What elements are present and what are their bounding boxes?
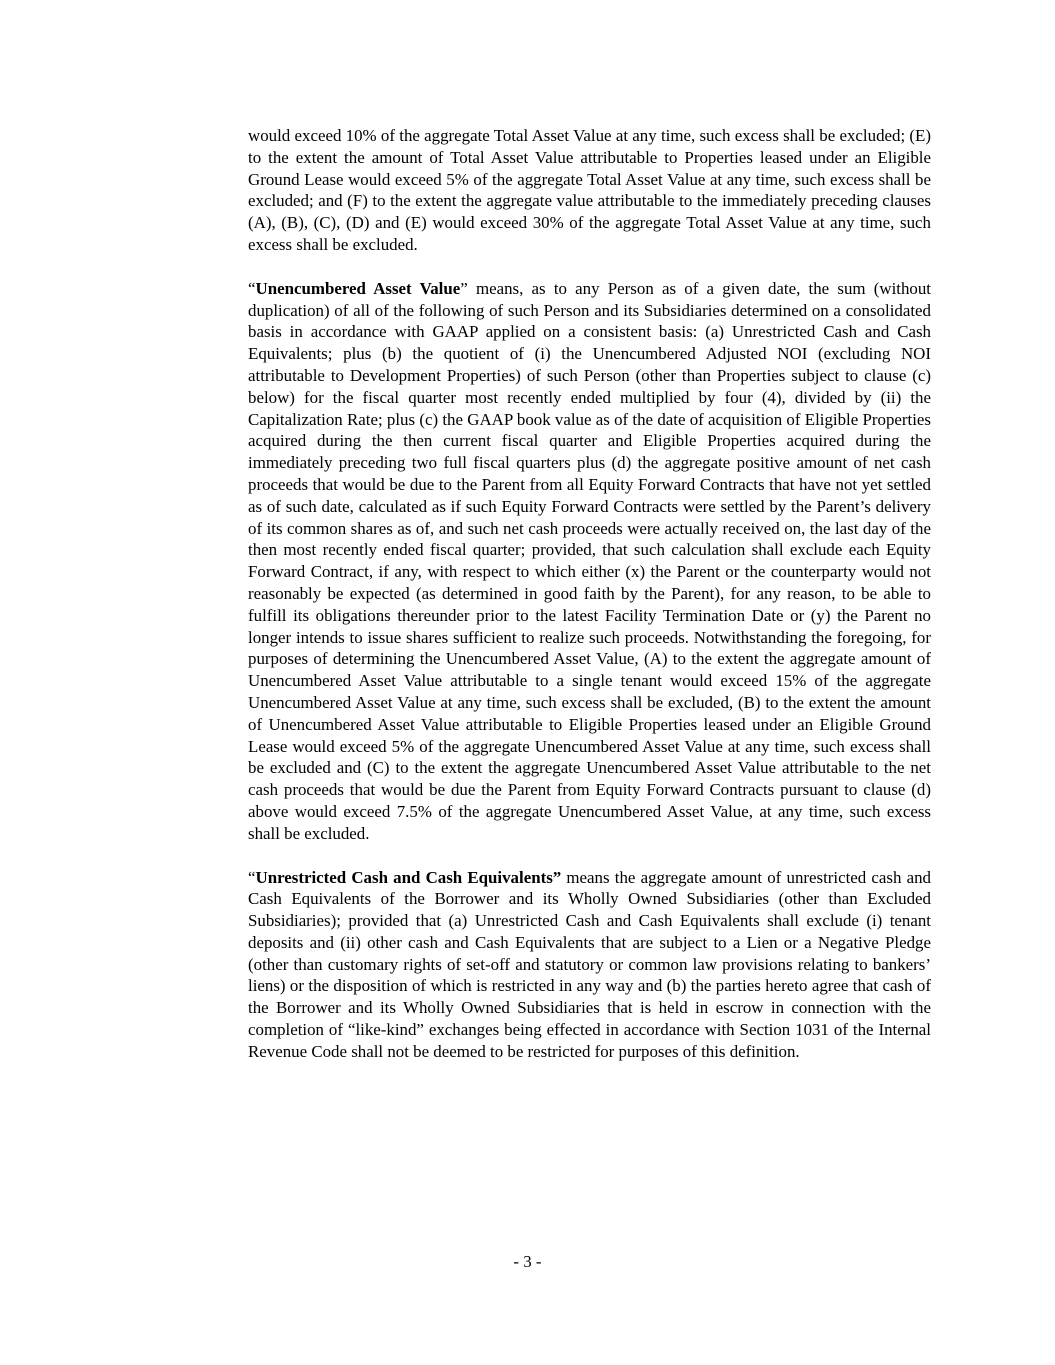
document-body <box>248 125 931 1063</box>
paragraph-text: would exceed 10% of the aggregate Total Asset Value at any time, such excess shall be excluded; (E) to the extent the amount of Total Asset Value attributable to Properties leased under an Eligible Ground Lease would exceed 5% of the aggregate Total Asset Value at any time, such excess shall be excluded; and (F) to the extent the aggregate value attributable to the immediately preceding clauses (A), (B), (C), (D) and (E) would exceed 30% of the aggregate Total Asset Value at any time, such excess shall be excluded. <box>248 126 931 254</box>
close-quote: ” <box>460 278 468 298</box>
page-number: - 3 - <box>513 1252 542 1271</box>
definition-text: means, as to any Person as of a given date, the sum (without duplication) of all of the following of such Person and its Subsidiaries determined on a consolidated basis in accordance with GAAP applied on a consistent basis: (a) Unrestricted Cash and Cash Equivalents; plus (b) the quotient of (i) the Unencumbered Adjusted NOI (excluding NOI attributable to Development Properties) of such Person (other than Properties subject to clause (c) below) for the fiscal quarter most recently ended multiplied by four (4), divided by (ii) the Capitalization Rate; plus (c) the GAAP book value as of the date of acquisition of Eligible Properties acquired during the then current fiscal quarter and Eligible Properties acquired during the immediately preceding two full fiscal quarters plus (d) the aggregate positive amount of net cash proceeds that would be due to the Parent from all Equity Forward Contracts that have not yet settled as of such date, calculated as if such Equity Forward Contracts were settled by the Parent’s delivery of its common shares as of, and such net cash proceeds were actually received on, the last day of the then most recently ended fiscal quarter; provided, that such calculation shall exclude each Equity Forward Contract, if any, with respect to which either (x) the Parent or the counterparty would not reasonably be expected (as determined in good faith by the Parent), for any reason, to be able to fulfill its obligations thereunder prior to the latest Facility Termination Date or (y) the Parent no longer intends to issue shares sufficient to realize such proceeds. Notwithstanding the foregoing, for purposes of determining the Unencumbered Asset Value, (A) to the extent the aggregate amount of Unencumbered Asset Value attributable to a single tenant would exceed 15% of the aggregate Unencumbered Asset Value at any time, such excess shall be excluded, (B) to the extent the amount of Unencumbered Asset Value attributable to Eligible Properties leased under an Eligible Ground Lease would exceed 5% of the aggregate Unencumbered Asset Value at any time, such excess shall be excluded and (C) to the extent the aggregate Unencumbered Asset Value attributable to the net cash proceeds that would be due the Parent from Equity Forward Contracts pursuant to clause (d) above would exceed 7.5% of the aggregate Unencumbered Asset Value, at any time, such excess shall be excluded. <box>248 278 932 843</box>
paragraph-continuation <box>248 125 931 256</box>
definition-text: means the aggregate amount of unrestricted cash and Cash Equivalents of the Borrower and its Wholly Owned Subsidiaries (other than Excluded Subsidiaries); provided that (a) Unrestricted Cash and Cash Equivalents shall exclude (i) tenant deposits and (ii) other cash and Cash Equivalents that are subject to a Lien or a Negative Pledge (other than customary rights of set-off and statutory or common law provisions relating to bankers’ liens) or the disposition of which is restricted in any way and (b) the parties hereto agree that cash of the Borrower and its Wholly Owned Subsidiaries that is held in escrow in connection with the completion of “like-kind” exchanges being effected in accordance with Section 1031 of the Internal Revenue Code shall not be deemed to be restricted for purposes of this definition. <box>248 867 931 1061</box>
defined-term: Unencumbered Asset Value <box>255 278 461 298</box>
definition-unrestricted-cash <box>248 867 931 1063</box>
definition-unencumbered-asset-value <box>248 278 931 845</box>
defined-term: Unrestricted Cash and Cash Equivalents” <box>255 867 562 887</box>
open-quote: “ <box>248 278 256 298</box>
open-quote: “ <box>248 867 256 887</box>
